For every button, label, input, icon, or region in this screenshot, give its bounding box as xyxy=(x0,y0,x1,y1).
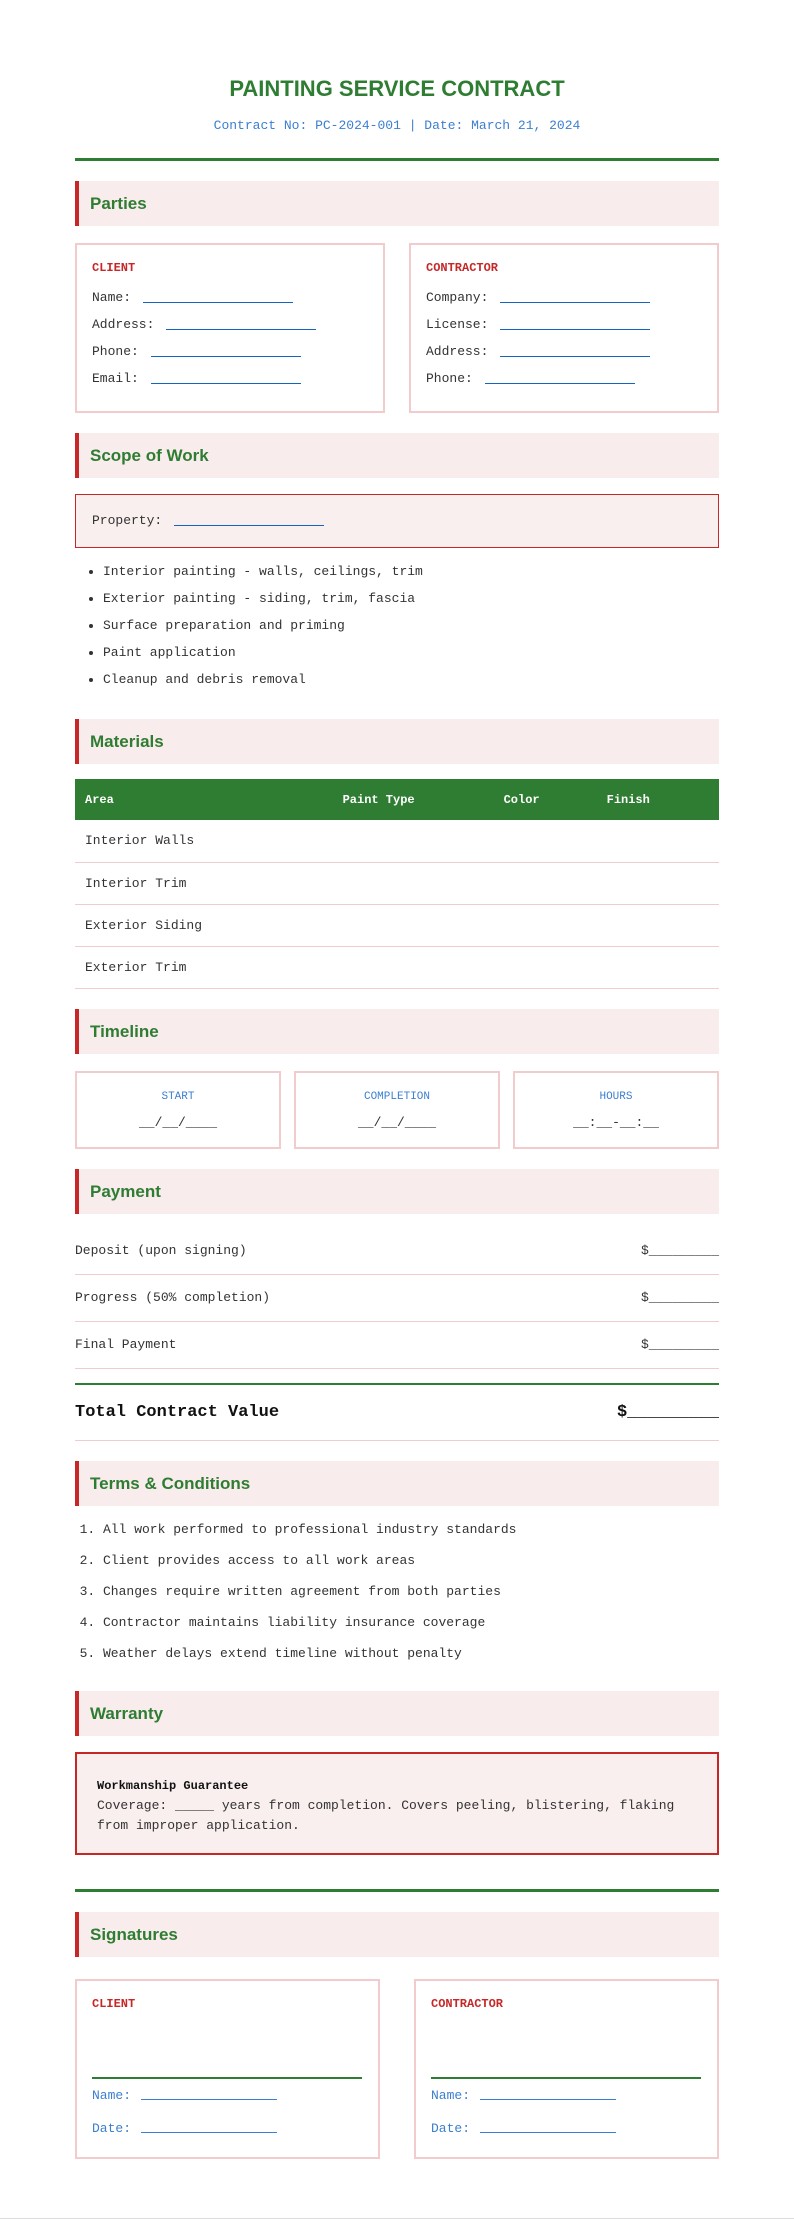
table-row xyxy=(75,862,719,904)
client-name-input[interactable] xyxy=(141,2090,277,2100)
client-address-input[interactable] xyxy=(166,320,316,330)
table-row xyxy=(75,946,719,988)
area-cell: Interior Walls xyxy=(75,820,333,862)
field-label: Company: xyxy=(426,290,489,305)
scope-list xyxy=(103,564,719,699)
contract-page xyxy=(75,0,719,2159)
section-header-scope: Scope of Work xyxy=(75,433,719,478)
column-header: Area xyxy=(75,779,333,820)
date-label: Date: xyxy=(92,2120,132,2136)
list-item: 3. Changes require written agreement from both parties xyxy=(103,1584,719,1615)
contractor-license-input[interactable] xyxy=(500,320,650,330)
payment-amount[interactable]: $_________ xyxy=(640,1242,719,1258)
paint-type-cell[interactable] xyxy=(333,820,494,862)
field-label: Email: xyxy=(92,371,139,386)
timeline-label: START xyxy=(161,1090,195,1103)
timeline-label: HOURS xyxy=(599,1090,633,1103)
payment-label: Deposit (upon signing) xyxy=(75,1242,247,1258)
list-item: 4. Contractor maintains liability insurance coverage xyxy=(103,1615,719,1646)
timeline-value: __:__-__:__ xyxy=(573,1114,659,1130)
property-box xyxy=(75,494,719,548)
section-header-payment: Payment xyxy=(75,1169,719,1214)
timeline-label: COMPLETION xyxy=(363,1090,430,1103)
contractor-signature-box xyxy=(414,1979,719,2159)
contractor-box xyxy=(409,243,719,413)
color-cell[interactable] xyxy=(494,862,597,904)
area-cell: Exterior Trim xyxy=(75,946,333,988)
name-label: Name: xyxy=(92,2087,132,2103)
list-item: • Cleanup and debris removal xyxy=(103,672,719,699)
column-header: Finish xyxy=(597,779,719,820)
warranty-heading: Workmanship Guarantee xyxy=(97,1778,249,1793)
payment-list xyxy=(75,1228,719,1369)
client-label: CLIENT xyxy=(92,1996,136,2011)
client-phone-input[interactable] xyxy=(151,347,301,357)
color-cell[interactable] xyxy=(494,820,597,862)
payment-label: Progress (50% completion) xyxy=(75,1289,271,1305)
section-header-timeline: Timeline xyxy=(75,1009,719,1054)
paint-type-cell[interactable] xyxy=(333,862,494,904)
list-item: • Paint application xyxy=(103,645,719,672)
field-label: Phone: xyxy=(426,371,473,386)
contract-meta: Contract No: PC-2024-001 | Date: March 21, 2024 xyxy=(213,118,581,133)
client-name-input[interactable] xyxy=(143,293,293,303)
contractor-label: CONTRACTOR xyxy=(431,1996,504,2011)
field-label: Phone: xyxy=(92,344,139,359)
finish-cell[interactable] xyxy=(597,862,719,904)
payment-label: Final Payment xyxy=(75,1336,177,1352)
section-header-materials: Materials xyxy=(75,719,719,764)
payment-row xyxy=(75,1275,719,1322)
page-bottom-border xyxy=(0,2218,794,2219)
list-item: 2. Client provides access to all work areas xyxy=(103,1553,719,1584)
contractor-date-input[interactable] xyxy=(480,2123,616,2133)
contractor-company-input[interactable] xyxy=(500,293,650,303)
color-cell[interactable] xyxy=(494,904,597,946)
divider xyxy=(75,158,719,161)
divider xyxy=(75,1889,719,1892)
warranty-text: Coverage: _____ years from completion. Covers peeling, blistering, flaking from improper application. xyxy=(97,1797,675,1833)
contractor-name-input[interactable] xyxy=(480,2090,616,2100)
page-title: PAINTING SERVICE CONTRACT xyxy=(229,76,565,101)
paint-type-cell[interactable] xyxy=(333,946,494,988)
property-input[interactable] xyxy=(174,516,324,526)
field-label: Name: xyxy=(92,290,132,305)
payment-amount[interactable]: $_________ xyxy=(640,1336,719,1352)
client-label: CLIENT xyxy=(92,261,136,275)
area-cell: Exterior Siding xyxy=(75,904,333,946)
finish-cell[interactable] xyxy=(597,904,719,946)
section-header-warranty: Warranty xyxy=(75,1691,719,1736)
timeline-value: __/__/____ xyxy=(357,1114,436,1130)
section-header-signatures: Signatures xyxy=(75,1912,719,1957)
timeline-completion[interactable] xyxy=(294,1071,500,1149)
field-label: Address: xyxy=(426,344,489,359)
total-row xyxy=(75,1385,719,1441)
name-label: Name: xyxy=(431,2087,471,2103)
list-item: • Surface preparation and priming xyxy=(103,618,719,645)
section-header-terms: Terms & Conditions xyxy=(75,1461,719,1506)
paint-type-cell[interactable] xyxy=(333,904,494,946)
list-item: 5. Weather delays extend timeline without penalty xyxy=(103,1646,719,1677)
total-label: Total Contract Value xyxy=(75,1402,280,1422)
property-label: Property: xyxy=(92,513,163,528)
total-amount[interactable]: $_________ xyxy=(616,1402,719,1422)
materials-table xyxy=(75,779,719,989)
finish-cell[interactable] xyxy=(597,820,719,862)
payment-amount[interactable]: $_________ xyxy=(640,1289,719,1305)
color-cell[interactable] xyxy=(494,946,597,988)
payment-row xyxy=(75,1228,719,1275)
timeline-start[interactable] xyxy=(75,1071,281,1149)
list-item: • Interior painting - walls, ceilings, trim xyxy=(103,564,719,591)
column-header: Color xyxy=(494,779,597,820)
column-header: Paint Type xyxy=(333,779,494,820)
table-row xyxy=(75,904,719,946)
field-label: License: xyxy=(426,317,489,332)
list-item: 1. All work performed to professional industry standards xyxy=(103,1522,719,1553)
client-signature-box xyxy=(75,1979,380,2159)
warranty-box xyxy=(75,1752,719,1855)
section-header-parties: Parties xyxy=(75,181,719,226)
contractor-phone-input[interactable] xyxy=(485,374,635,384)
client-date-input[interactable] xyxy=(141,2123,277,2133)
timeline-value: __/__/____ xyxy=(138,1114,217,1130)
date-label: Date: xyxy=(431,2120,471,2136)
list-item: • Exterior painting - siding, trim, fascia xyxy=(103,591,719,618)
area-cell: Interior Trim xyxy=(75,862,333,904)
timeline-hours[interactable] xyxy=(513,1071,719,1149)
client-box xyxy=(75,243,385,413)
contractor-label: CONTRACTOR xyxy=(426,261,499,275)
table-row xyxy=(75,820,719,862)
client-email-input[interactable] xyxy=(151,374,301,384)
payment-row xyxy=(75,1322,719,1369)
terms-list xyxy=(103,1522,719,1677)
contractor-address-input[interactable] xyxy=(500,347,650,357)
finish-cell[interactable] xyxy=(597,946,719,988)
field-label: Address: xyxy=(92,317,155,332)
